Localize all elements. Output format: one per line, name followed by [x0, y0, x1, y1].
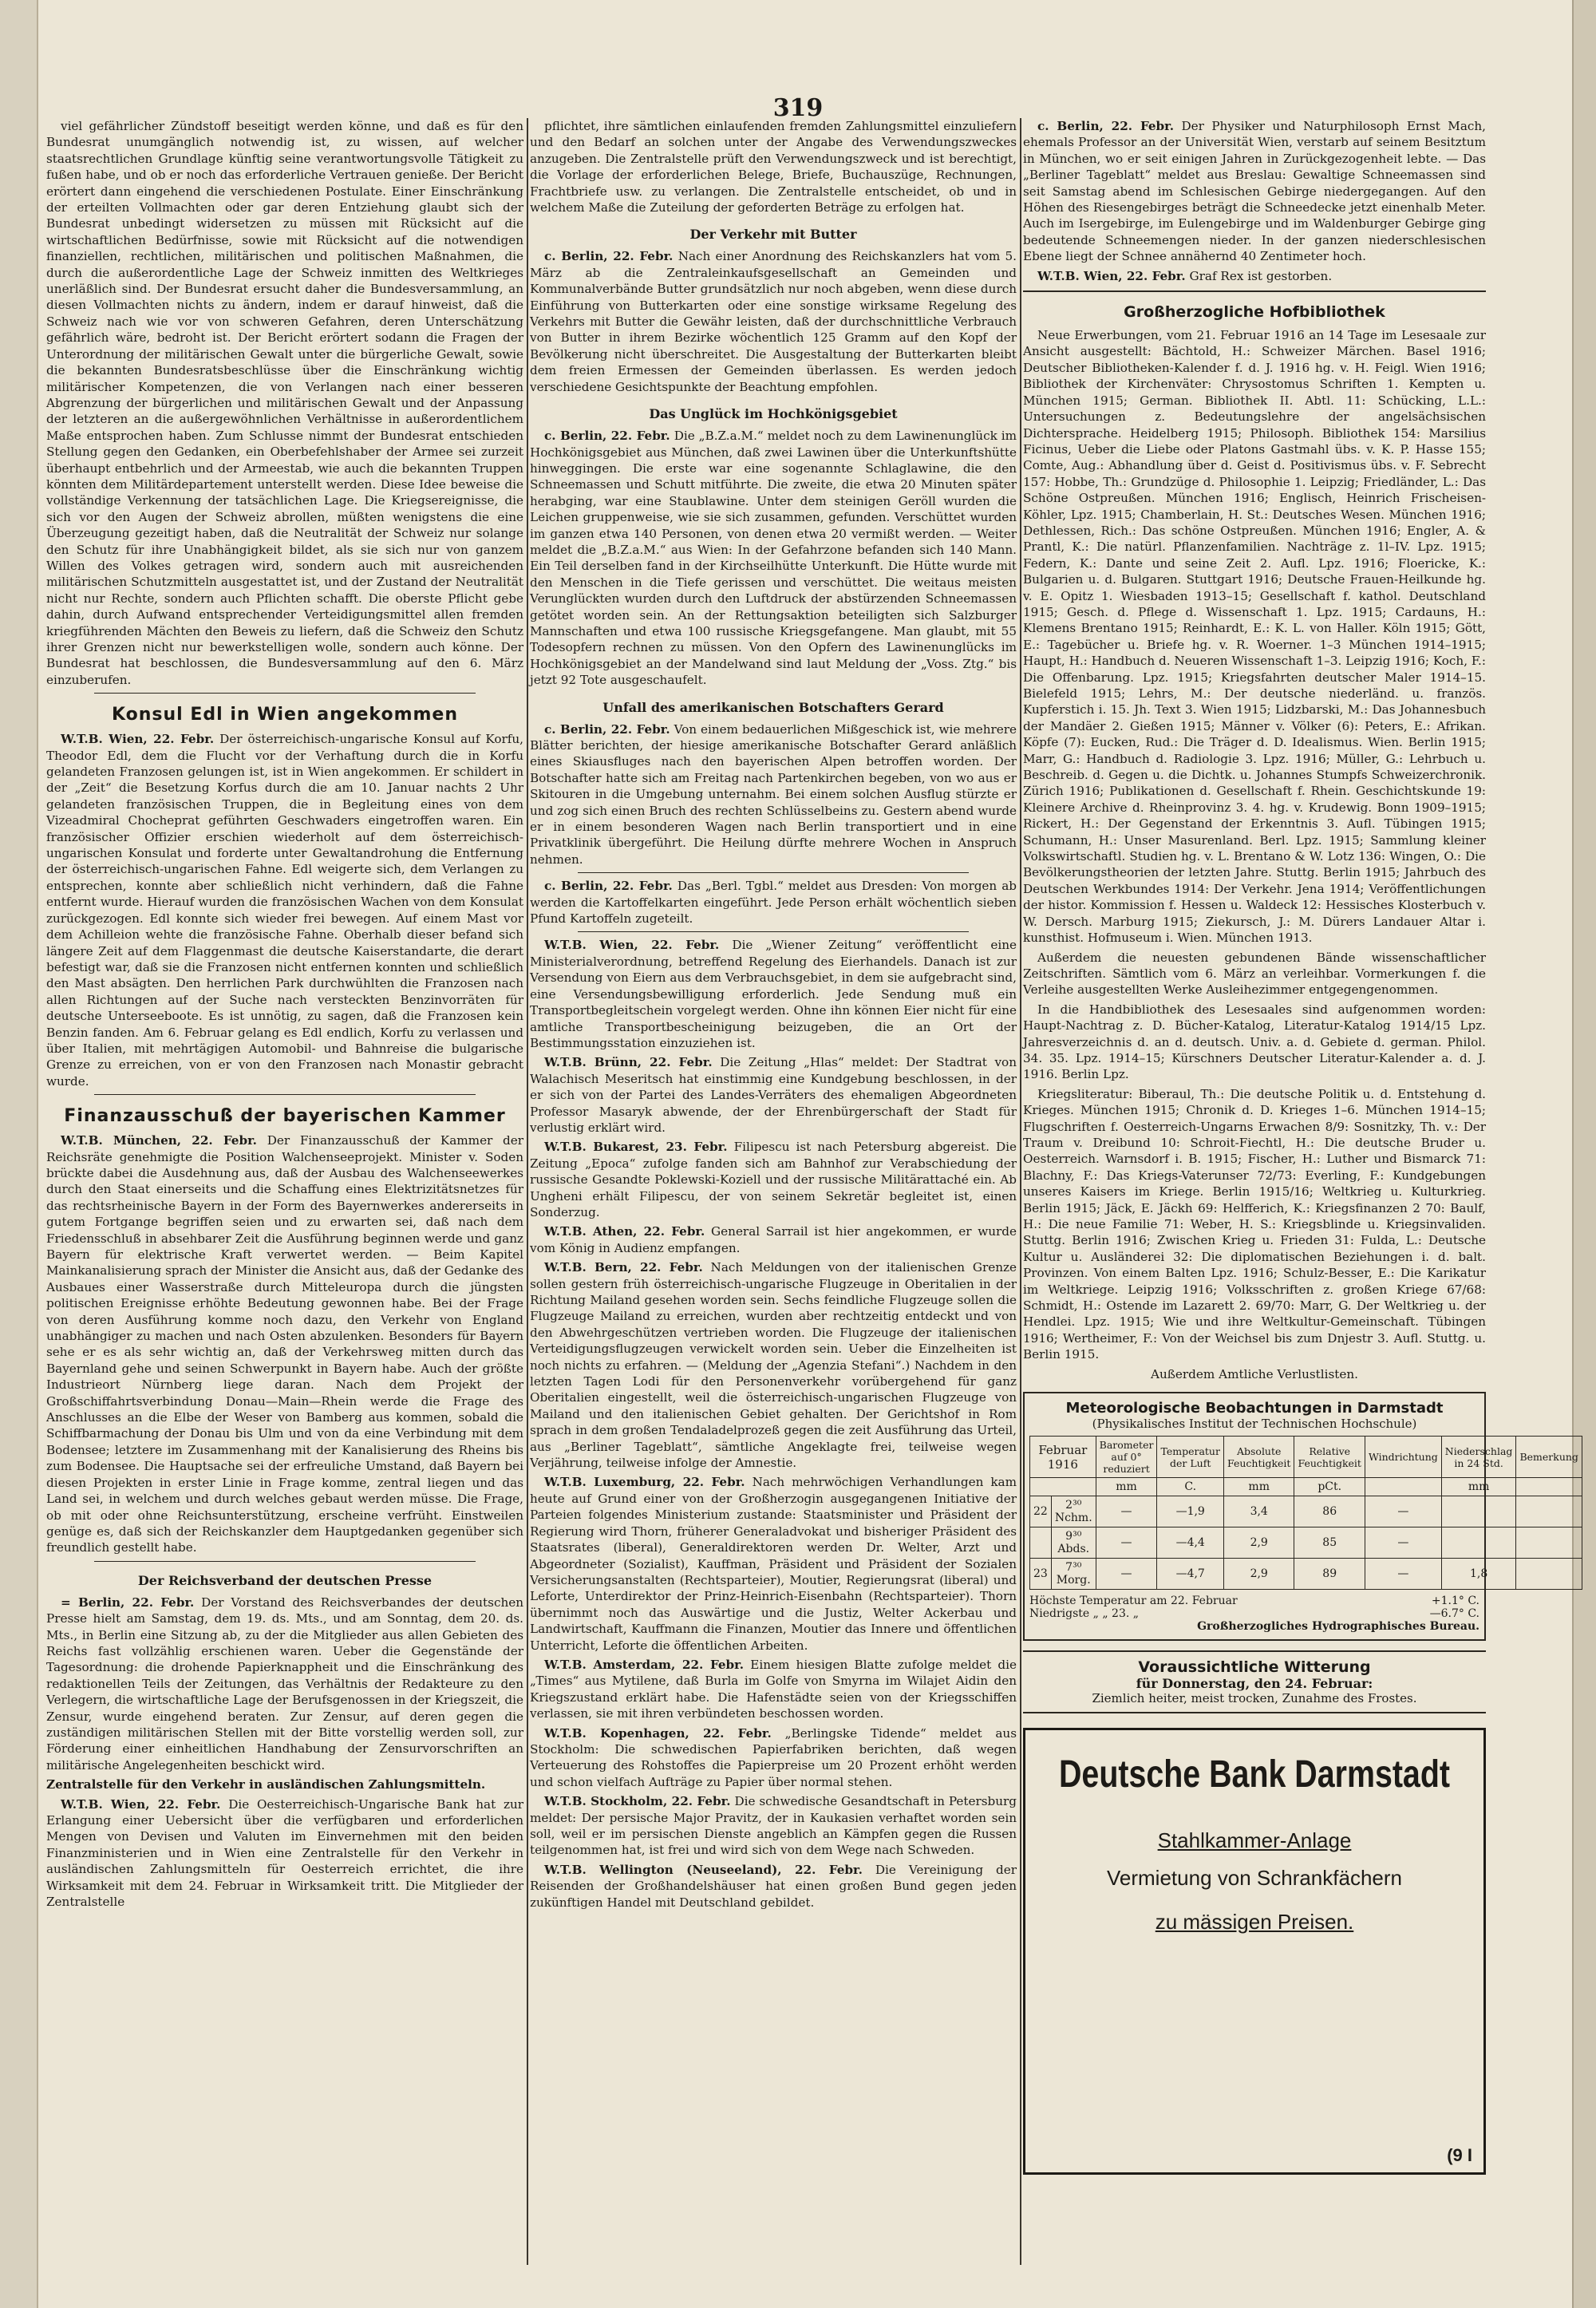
- forecast-title: Voraussichtliche Witterung: [1138, 1658, 1371, 1677]
- dateline: W.T.B. Luxemburg, 22. Febr.: [544, 1475, 745, 1490]
- dateline: W.T.B. Wien, 22. Febr.: [544, 938, 720, 953]
- table-cell: 85: [1294, 1527, 1365, 1559]
- weather-table: [1029, 1436, 1582, 1590]
- temperature-extremes: [1029, 1595, 1479, 1620]
- dateline: W.T.B. Wien, 22. Febr.: [61, 732, 215, 747]
- weather-bureau: Großherzogliches Hydrographisches Bureau.: [1197, 1620, 1479, 1634]
- article-divider: [578, 872, 969, 873]
- article-paragraph: W.T.B. Athen, 22. Febr. General Sarrail ist hier angekommen, er wurde vom König in Audienz empfangen.: [530, 1224, 1017, 1255]
- article-paragraph: = Berlin, 22. Febr. Der Vorstand des Reichsverbandes der deutschen Presse hielt am Samstag, dem 19. ds. Mts., und am Sonntag, dem 20. ds. Mts., in Berlin eine Sitzung ab, zu der die Mitglieder aus allen Gebieten des Reichs fast vollzählig erschienen waren. Ueber die Gegenstände der Tagesordnung: die drohende Papierknappheit und die Einschränkung des redaktionellen Teils der Zeitungen, das Verhältnis der Redakteure zu den Verlegern, die wirtschaftliche Lage der Berufsgenossen in der Kriegszeit, die Zensur, wurde eingehend beraten. Zur Zensur, auf deren gegen die zuständigen militärischen Stellen mit der Bitte vorstellig werden soll, zur Förderung einer einheitlichen Handhabung der Zensurvorschriften an militärische Angelegenheiten beschickt wird.: [46, 1595, 524, 1772]
- headline-botschafter-gerard: Unfall des amerikanischen Botschafters Gerard: [602, 699, 944, 715]
- dateline: c. Berlin, 22. Febr.: [544, 429, 670, 444]
- article-paragraph: c. Berlin, 22. Febr. Der Physiker und Naturphilosoph Ernst Mach, ehemals Professor an der Universität Wien, verstarb auf seinem Besitztum in München, wo er seit einigen Jahren in Zurückgezogenheit lebte. — Das „Berliner Tageblatt“ meldet aus Breslau: Gewaltige Schneemassen sind seit Samstag abend im Schlesischen Gebirge niedergegangen. Auf den Höhen des Riesengebirges beträgt die Schneedecke jetzt einenhalb Meter. Auch im Isergebirge, im Eulengebirge und im Waldenburger Gebirge ging bedeutende Schneemengen nieder. In der ganzen niederschlesischen Ebene liegt der Schnee annähernd 40 Zentimeter hoch.: [1023, 119, 1486, 264]
- max-temp-label: Höchste Temperatur am 22. Februar: [1029, 1595, 1238, 1608]
- ad-line-3: zu mässigen Preisen.: [1155, 1910, 1354, 1935]
- unit-cell: C.: [1157, 1478, 1224, 1496]
- headline-butter: Der Verkehr mit Butter: [689, 227, 857, 243]
- table-row: [1030, 1496, 1582, 1527]
- bank-advertisement: [1023, 1728, 1486, 2175]
- table-cell: 1,8: [1441, 1559, 1516, 1590]
- article-paragraph: Kriegsliteratur: Biberaul, Th.: Die deutsche Politik u. d. Entstehung d. Krieges. München 1915; Chronik d. D. Krieges 1–6. München 1914–15; Flugschriften f. Oesterreich-Ungarns Erwachen 8/9: Sosnitzky, Th. v.: Der Traum v. Dreibund 10: Schroit-Fiechtl, H.: Die deutsche Bruder u. Oesterreich. Warnsdorf i. B. 1915; Fischer, H.: Luther und Bismarck 71: Blachny, F.: Das Kriegs-Vaterunser 72/73: Everling, F.: Kundgebungen unseres Kaisers im Kriege. Berlin 1915/16; Weltkrieg u. Kulturkrieg. Berlin 1915; Jäck, E. Jäckh 69: Helfferich, K.: Kriegsfinanzen 2 70: Baulf, H.: Die neue Familie 71: Weber, H. S.: Kriegsblinde u. Kriegsinvaliden. Stuttg. Berlin 1916; Zwischen Krieg u. Frieden 31: Fulda, L.: Deutsche Kultur u. Ausländerei 32: Die diplomatischen Beziehungen i. d. balt. Provinzen. Von einem Balten Lpz. 1916; Schulz-Besser, E.: Die Karikatur im Weltkriege. Leipzig 1916; Volksschriften z. großen Kriege 67/68: Schmidt, H.: Ostende im Lazarett 2. 69/70: Marr, G. Der Weltkrieg u. der Hendlei. Lpz. 1915; Wie und ihre Weltkultur-Gemeinschaft. Tübingen 1916; Wertheimer, F.: Von der Weichsel bis zum Dnjestr 3. Aufl. Stuttg. u. Berlin 1915.: [1023, 1086, 1486, 1362]
- column-header: Bemerkung: [1516, 1437, 1582, 1478]
- column-rule: [1020, 118, 1021, 2265]
- ad-code: (9 I: [1447, 2145, 1472, 2166]
- table-cell: 3,4: [1223, 1496, 1294, 1527]
- article-divider: [578, 931, 969, 932]
- unit-cell: mm: [1223, 1478, 1294, 1496]
- column-2: [530, 118, 1017, 2277]
- table-cell: [1030, 1527, 1052, 1559]
- table-cell: 2,9: [1223, 1527, 1294, 1559]
- column-header: Niederschlag in 24 Std.: [1441, 1437, 1516, 1478]
- column-3: [1023, 118, 1578, 2209]
- weather-subtitle: (Physikalisches Institut der Technischen Hochschule): [1092, 1417, 1417, 1432]
- column-header: Absolute Feuchtigkeit: [1223, 1437, 1294, 1478]
- table-cell: 22: [1030, 1496, 1052, 1527]
- column-header: Februar 1916: [1030, 1437, 1096, 1478]
- min-temp-label: Niedrigste „ „ 23. „: [1029, 1607, 1140, 1621]
- weather-forecast-box: [1023, 1650, 1486, 1713]
- page-number: 319: [772, 94, 824, 122]
- article-paragraph: In die Handbibliothek des Lesesaales sind aufgenommen worden: Haupt-Nachtrag z. D. Bücher-Katalog, Literatur-Katalog 1914/15 Lpz. Jahresverzeichnis d. an d. deutsch. Univ. a. d. Gebiete d. german. Philol. 34. 35. Lpz. 1914–15; Kürschners Deutscher Literatur-Kalender a. d. J. 1916. Berlin Lpz.: [1023, 1002, 1486, 1082]
- table-cell: 23: [1030, 1559, 1052, 1590]
- dateline: W.T.B. Amsterdam, 22. Febr.: [544, 1657, 745, 1672]
- table-cell: 9³⁰ Abds.: [1051, 1527, 1096, 1559]
- article-divider: [94, 693, 476, 694]
- article-divider: [94, 1561, 476, 1562]
- column-header: Windrichtung: [1365, 1437, 1441, 1478]
- table-cell: —4,7: [1157, 1559, 1224, 1590]
- min-temp-value: —6.7° C.: [1429, 1607, 1479, 1621]
- table-cell: —1,9: [1157, 1496, 1224, 1527]
- table-cell: —4,4: [1157, 1527, 1224, 1559]
- dateline: W.T.B. Wellington (Neuseeland), 22. Febr.: [544, 1862, 863, 1877]
- dateline: W.T.B. Stockholm, 22. Febr.: [544, 1794, 731, 1809]
- article-paragraph: Neue Erwerbungen, vom 21. Februar 1916 an 14 Tage im Lesesaale zur Ansicht ausgestellt: Bächtold, H.: Schweizer Märchen. Basel 1916; Deutscher Bibliotheken-Kalender f. d. J. 1916 hg. v. H. Feigl. Wien 1916; Bibliothek der Kirchenväter: Chrysostomus Schriften 1. Kempten u. München 1915; German. Bibliothek II. Abtl. 11: Schücking, L.L.: Untersuchungen z. Bedeutungslehre der angelsächsischen Dichtersprache. Heidelberg 1915; Philosoph. Bibliothek 154: Marsilius Ficinus, Ueber die Liebe oder Platons Gastmahl übs. v. K. P. Hasse 155; Comte, Aug.: Abhandlung über d. Geist d. Positivismus übs. v. F. Sebrecht 157: Hobbe, Th.: Grundzüge d. Philosophie 1. Leipzig; Friedländer, L.: Das Schöne Ostpreußen. München 1916; Englisch, Heinrich Frischeisen-Köhler, Lpz. 1915; Chamberlain, H. St.: Deutsches Wesen. München 1916; Dethlessen, Rich.: Das schöne Ostpreußen. München 1916; Engler, A. & Prantl, K.: Die natürl. Pflanzenfamilien. Nachträge z. 1l–IV. Lpz. 1915; Federn, K.: Dante und seine Zeit 2. Aufl. Lpz. 1916; Floericke, K.: Bulgarien u. d. Bulgaren. Stuttgart 1916; Deutsche Frauen-Heilkunde hg. v. E. Opitz 1. Wiesbaden 1913–15; Gesellschaft f. kathol. Deutschland 1915; Gesch. d. Pflege d. Wissenschaft 1. Lpz. 1915; Cardauns, H.: Klemens Brentano 1915; Reinhardt, E.: K. L. von Haller. Köln 1915; Gött, E.: Tagebücher u. Briefe hg. v. R. Woerner. 1–3 München 1914–1915; Haupt, H.: Handbuch d. Neueren Wissenschaft 1–3. Leipzig 1916; Koch, F.: Die Offenbarung. Lpz. 1915; Kriegsfahrten deutscher Maler 1914–15. Bielefeld 1915; Lehrs, M.: Der deutsche niederländ. u. französ. Kupferstich i. 15. Jh. Text 3. Wien 1915; Lidzbarski, M.: Das Johannesbuch der Mandäer 2. Gießen 1915; Männer v. Völker (6): Peters, E.: Afrikan. Köpfe (7): Eucken, Rud.: Die Träger d. D. Idealismus. Wien. Berlin 1915; Marr, G.: Handbuch d. Radiologie 3. Lpz. 1916; Müller, G.: Lehrbuch u. Beschreib. d. Gegen u. die Dichtk. u. Johannes Stumpfs Schweizerchronik. Zürich 1916; Publikationen d. Gesellschaft f. Rhein. Geschichtskunde 19: Kleinere Archive d. Rheinprovinz 3. 4. hg. v. Krudewig. Bonn 1909–1915; Rickert, H.: Der Gegenstand der Erkenntnis 3. Aufl. Tübingen 1915; Schumann, H.: Unser Masurenland. Berl. Lpz. 1915; Sammlung kleiner Volkswirtschaftl. Studien hg. v. L. Brentano & W. Lotz 136: Wingen, O.: Die Bevölkerungstheorien der letzten Jahre. Stuttg. Berlin 1915; Jahrbuch des Deutschen Werkbundes 1914: Der Verkehr. Jena 1914; Veröffentlichungen der histor. Kommission f. Hessen u. Waldeck 12: Hessisches Klosterbuch v. W. Dersch. Marburg 1915; Ziekursch, J.: M. Dürers Landauer Altar i. kunsthist. Hofmuseum i. Wien. München 1913.: [1023, 328, 1486, 946]
- dateline: W.T.B. Bukarest, 23. Febr.: [544, 1140, 728, 1155]
- dateline: c. Berlin, 22. Febr.: [544, 721, 670, 737]
- article-paragraph: c. Berlin, 22. Febr. Von einem bedauerlichen Mißgeschick ist, wie mehrere Blätter berichten, der hiesige amerikanische Botschafter Gerard anläßlich eines Skiausfluges nach den bayerischen Alpen betroffen worden. Der Botschafter hatte sich am Freitag nach Partenkirchen begeben, von wo aus er Skitouren in die Umgebung unternahm. Bei einem solchen Ausflug stürzte er und zog sich einen Bruch des rechten Schlüsselbeins zu. Gestern abend wurde er in einem besonderen Wagen nach Berlin transportiert und in eine Privatklinik übergeführt. Die Heilung dürfte mehrere Wochen in Anspruch nehmen.: [530, 721, 1017, 867]
- max-temp-value: +1.1° C.: [1431, 1595, 1479, 1608]
- section-divider: [1023, 290, 1486, 292]
- article-paragraph: c. Berlin, 22. Febr. Die „B.Z.a.M.“ meldet noch zu dem Lawinenunglück im Hochkönigsgebiet aus München, daß zwei Lawinen über die Unterkunftshütte hinweggingen. Die erste war eine sogenannte Schlaglawine, die den Schneemassen und Schutt mitführte. Die zweite, die etwa 20 Minuten später herabging, war eine Staublawine. Unter dem steinigen Geröll wurden die Leichen gruppenweise, wie sie sich zusammen, gefunden. Verschüttet wurden im ganzen etwa 140 Personen, von denen etwa 20 vermißt werden. — Weiter meldet die „B.Z.a.M.“ aus Wien: In der Gefahrzone befanden sich 140 Mann. Ein Teil derselben fand in der Kirchseilhütte Unterkunft. Die Hütte wurde mit den Menschen in die Tiefe gerissen und verschüttet. Die weitaus meisten Verunglückten wurden durch den Luftdruck der abstürzenden Schneemassen getötet worden sein. An der Rettungsaktion beteiligten sich Salzburger Mannschaften und etwa 100 russische Kriegsgefangene. Man glaubt, mit 55 Todesopfern rechnen zu müssen. Von den Opfern des Lawinenunglücks im Hochkönigsgebiet an der Mandelwand sind laut Meldung der „Voss. Ztg.“ bis jetzt 92 Tote ausgeschaufelt.: [530, 429, 1017, 688]
- article-paragraph: W.T.B. Luxemburg, 22. Febr. Nach mehrwöchigen Verhandlungen kam heute auf Grund einer von der Großherzogin ausgegangenen Initiative der Parteien folgendes Ministerium zustande: Staatsminister und Präsident der Regierung wird Thorn, früherer Generaladvokat und bisheriger Präsident des Staatsrates (liberal), Generaldirektoren werden Dr. Welter, Arzt und Abgeordneter (Sozialist), Kauffman, Präsident und Präsident der Sozialen Versicherungsanstalten (Rechtsparteier), Moutier, Regierungsrat (liberal) und Leforte, Unterdirektor der Prinz-Heinrich-Eisenbahn (Rechtsparteier). Thorn übernimmt noch das Auswärtige und die Justiz, Welter Ackerbau und Landwirtschaft, Kauffmann die Finanzen, Moutier das Innere und öffentlichen Unterricht, Leforte die öffentlichen Arbeiten.: [530, 1475, 1017, 1653]
- column-header: Relative Feuchtigkeit: [1294, 1437, 1365, 1478]
- article-paragraph: viel gefährlicher Zündstoff beseitigt werden könne, und daß es für den Bundesrat unumgänglich notwendig ist, zu wissen, auf welcher staatsrechtlichen Grundlage künftig seine verantwortungsvolle Tätigkeit zu fußen habe, und ob er noch das erforderliche Vertrauen genieße. Der Bericht erörtert dann eingehend die verschiedenen Postulate. Einer Einschränkung der erteilten Vollmachten oder gar deren Entziehung glaubt sich der Bundesrat unbedingt widersetzen zu müssen mit Rücksicht auf die wirtschaftlichen Bedürfnisse, sowie mit Rücksicht auf die notwendigen finanziellen, rechtlichen, militärischen und politischen Maßnahmen, die durch die außerordentliche Lage der Schweiz inmitten des Weltkrieges unerläßlich sind. Der Bundesrat ersucht daher die Bundesversammlung, an diesen Vollmachten nichts zu ändern, indem er darauf hinweist, daß die Schweiz nach wie vor von schweren Gefahren, deren Unterschätzung gefährlich wäre, bedroht ist. Der Bericht erörtert sodann die Fragen der Unterordnung der militärischen Gewalt unter die bürgerliche Gewalt, sowie die bekannten Bundesratsbeschlüsse über die Einschränkung wichtig militärischer Kompetenzen, die von Verlangen nach einer besseren Abgrenzung der bürgerlichen und militärischen Gewalt und der Anpassung der letzteren an die außergewöhnlichen Verhältnisse in außerordentlichem Maße entsprochen haben. Zum Schlusse nimmt der Bundesrat entschieden Stellung gegen den Gedanken, ein Oberbefehlshaber der Armee sei zurzeit überhaupt entbehrlich und der Armeestab, wie auch die bekannten Truppen könnten dem Militärdepartement unterstellt werden. Diese Idee beweise die vollständige Verkennung der tatsächlichen Lage. Die Kriegsereignisse, die sich vor den Augen der Schweiz abrollen, müßten wenigstens die eine Überzeugung gezeitigt haben, daß die Neutralität der Schweiz nur solange den Schutz für ihre Unabhängigkeit bildet, als sie sich nur von ganzem Willen des Volkes getragen wird, sondern auch mit ausreichenden militärischen Schutzmitteln ausgestattet ist, und der Zustand der Neutralität nicht nur Rechte, sondern auch Pflichten schafft. Die oberste Pflicht gebe dahin, durch Aufwand entsprechender Verteidigungsmittel allen fremden kriegführenden Mächten den Beweis zu liefern, daß die Schweiz den Schutz ihrer Grenzen nicht nur bewerkstelligen wolle, sondern auch könne. Der Bundesrat hat beschlossen, die Bundesversammlung auf den 6. März einzuberufen.: [46, 119, 523, 687]
- table-cell: 86: [1294, 1496, 1365, 1527]
- dateline: W.T.B. Kopenhagen, 22. Febr.: [544, 1725, 772, 1741]
- dateline: W.T.B. Athen, 22. Febr.: [544, 1224, 705, 1239]
- article-paragraph: Außerdem Amtliche Verlustlisten.: [1151, 1366, 1358, 1381]
- dateline: W.T.B. Bern, 22. Febr.: [544, 1260, 703, 1275]
- headline-konsul-edl: Konsul Edl in Wien angekommen: [111, 705, 459, 725]
- column-rule: [527, 118, 528, 2265]
- headline-hofbibliothek: Großherzogliche Hofbibliothek: [1124, 303, 1385, 322]
- unit-cell: pCt.: [1294, 1478, 1365, 1496]
- table-cell: —: [1365, 1559, 1441, 1590]
- dateline: W.T.B. München, 22. Febr.: [61, 1133, 257, 1148]
- article-paragraph: W.T.B. Wien, 22. Febr. Die „Wiener Zeitung“ veröffentlicht eine Ministerialverordnung, betreffend Regelung des Eierhandels. Danach ist zur Versendung von Eiern aus dem Verbrauchsgebiet, in dem sie aufgebracht sind, eine Versendungsbewilligung erforderlich. Jede Sendung muß ein Transportbegleitschein vorgelegt werden. Ohne ihn können Eier nicht für eine amtliche Transportbescheinigung beizugeben, die an Ort der Bestimmungsstation einzuziehen ist.: [530, 938, 1017, 1050]
- table-cell: [1441, 1496, 1516, 1527]
- headline-finanzausschuss: Finanzausschuß der bayerischen Kammer: [64, 1106, 506, 1127]
- headline-hochkoenig: Das Unglück im Hochkönigsgebiet: [649, 406, 898, 422]
- article-paragraph: W.T.B. Wellington (Neuseeland), 22. Febr. Die Vereinigung der Reisenden der Großhandelshäuser hat einen großen Bund gegen jeden zukünftigen Handel mit Deutschland gebildet.: [530, 1862, 1017, 1910]
- weather-title: Meteorologische Beobachtungen in Darmstadt: [1065, 1400, 1444, 1417]
- article-paragraph: c. Berlin, 22. Febr. Nach einer Anordnung des Reichskanzlers hat vom 5. März ab die Zentraleinkaufsgesellschaft an Gemeinden und Kommunalverbände Butter grundsätzlich nur noch abgeben, wenn diese durch Einführung von Butterkarten oder eine sonstige wirksame Regelung des Verkehrs mit Butter die Gewähr leisten, daß der durchschnittliche Verbrauch von Butter in ihrem Bezirke wöchentlich 125 Gramm auf den Kopf der Bevölkerung nicht überschreitet. Die Ausgestaltung der Butterkarten bleibt dem freien Ermessen der Gemeinden überlassen. Es werden jedoch verschiedene Gesichtspunkte der Beachtung empfohlen.: [530, 249, 1017, 394]
- table-cell: —: [1096, 1527, 1157, 1559]
- article-paragraph: Außerdem die neuesten gebundenen Bände wissenschaftlicher Zeitschriften. Sämtlich vom 6. März an verleihbar. Vormerkungen f. die Verleihe ausgestellten Werke Ausleihezimmer entgegengenommen.: [1023, 950, 1486, 998]
- dateline: c. Berlin, 22. Febr.: [1037, 119, 1175, 133]
- article-divider: [94, 1094, 476, 1095]
- table-cell: —: [1096, 1496, 1157, 1527]
- table-cell: 89: [1294, 1559, 1365, 1590]
- page-edge: [1572, 0, 1596, 2308]
- table-cell: —: [1096, 1559, 1157, 1590]
- unit-cell: mm: [1096, 1478, 1157, 1496]
- dateline: W.T.B. Wien, 22. Febr.: [61, 1796, 221, 1812]
- article-paragraph: W.T.B. Brünn, 22. Febr. Die Zeitung „Hlas“ meldet: Der Stadtrat von Walachisch Meseritsch hat einstimmig eine Kundgebung beschlossen, in der er sich von der Partei des Landes-Verräters des ehemaligen Abgeordneten Professor Masaryk abwende, der der Ehrenbürgerschaft der Stadt für verlustig erklärt wird.: [530, 1055, 1017, 1135]
- dateline: W.T.B. Wien, 22. Febr.: [1037, 268, 1186, 283]
- table-header-row: [1030, 1437, 1582, 1478]
- binding-gutter: [0, 0, 38, 2308]
- table-cell: —: [1365, 1496, 1441, 1527]
- article-paragraph: W.T.B. Wien, 22. Febr. Graf Rex ist gestorben.: [1037, 268, 1333, 283]
- column-header: Temperatur der Luft: [1157, 1437, 1224, 1478]
- weather-observations-box: [1023, 1392, 1578, 1641]
- table-row: [1030, 1527, 1582, 1559]
- table-cell: —: [1365, 1527, 1441, 1559]
- dateline: W.T.B. Brünn, 22. Febr.: [544, 1055, 713, 1070]
- headline-reichsverband-presse: Der Reichsverband der deutschen Presse: [137, 1572, 433, 1588]
- dateline: c. Berlin, 22. Febr.: [544, 249, 674, 264]
- table-cell: 2,9: [1223, 1559, 1294, 1590]
- table-cell: 2³⁰ Nchm.: [1051, 1496, 1096, 1527]
- dateline: = Berlin, 22. Febr.: [61, 1595, 195, 1610]
- unit-cell: mm: [1441, 1478, 1516, 1496]
- article-paragraph: W.T.B. Amsterdam, 22. Febr. Einem hiesigen Blatte zufolge meldet die „Times“ aus Mytilene, daß Burla im Golfe von Smyrna im Wilajet Aidin den Kriegszustand erklärt habe. Die Hafenstädte seien von der Kriegsschiffen verlassen, sie mit ihren verbündeten beschossen worden.: [530, 1657, 1017, 1721]
- table-cell: 7³⁰ Morg.: [1051, 1559, 1096, 1590]
- ad-line-1: Stahlkammer-Anlage: [1157, 1828, 1352, 1853]
- ad-line-2: Vermietung von Schrankfächern: [1107, 1866, 1402, 1891]
- article-paragraph: W.T.B. München, 22. Febr. Der Finanzausschuß der Kammer der Reichsräte genehmigte die Position Walchenseeprojekt. Minister v. Soden brückte dabei die Ausdehnung aus, daß der Ausbau des Walchenseewerkes durch den Staat einerseits und die Schaffung eines Elektrizitätsnetzes für das rechtsrheinische Bayern in der Form des Bayernwerkes andererseits in gutem Fortgange begriffen seien und zu erwarten sei, daß nach dem Friedensschluß in absehbarer Zeit die Ausführung beginnen werde und ganz Bayern für elektrische Kraft verwertet werden. — Beim Kapitel Mainkanalisierung sprach der Minister die Ansicht aus, daß der Gedanke des Ausbaues einer Wasserstraße durch Mitteleuropa durch die jüngsten politischen Ereignisse erhöhte Bedeutung gewonnen habe. Bei der Frage von deren Ausführung komme noch dazu, den Verkehr von England unabhängiger zu machen und nach Osten abzulenken. Besonders für Bayern sehe er es als sehr wichtig an, daß der Verkehrsweg mitten durch das Bayernland gehe und seinen Schwerpunkt in Bayern habe. Auch der größte Industrieort Nürnberg liege daran. Nach dem Projekt der Großschiffahrtsverbindung Donau—Main—Rhein werde die Frage des Anschlusses an die Elbe der Weser von Bamberg aus kommen, sobald die Schiffbarmachung der Donau bis Ulm und von da eine Verbindung mit dem Bodensee; letztere im Zusammenhang mit der Kanalisierung des Rheins bis zum Bodensee. Die Hauptsache sei der erfreuliche Umstand, daß Bayern bei diesen Projekten in erster Linie in Frage komme, zentral liegen und das Land sei, in welchem und durch welches gebaut werden müsse. Die Frage, ob mit oder ohne Reichsunterstützung, erscheine verfrüht. Einstweilen genüge es, daß sich der Reichskanzler dem Hauptgedanken gegenüber sich freundlich gestellt habe.: [46, 1133, 523, 1555]
- article-paragraph: W.T.B. Bern, 22. Febr. Nach Meldungen von der italienischen Grenze sollen gestern früh österreichisch-ungarische Flugzeuge in Oberitalien in der Richtung Mailand gesehen worden sein. Sechs feindliche Flugzeuge sollen die Flugzeuge Mailand zu erreichen, wurden aber rechtzeitig entdeckt und von den Abwehrgeschützen vertrieben worden. Die Flugzeuge der italienischen Verteidigungsflugzeugen verwickelt worden sein. Ueber die Einzelheiten ist noch nichts zu erfahren. — (Meldung der „Agenzia Stefani“.) Nachdem in den letzten Tagen Lodi für den Personenverkehr vorübergehend für ganz Oberitalien eingestellt, weil die österreichisch-ungarischen Flugzeuge von Mailand und den italienischen Gebiet gehalten. Der Gerichtshof in Rom sprach in dem großen Tendaladelprozeß gegen die zeit Ausführung das Urteil, aus „Berliner Tageblatt“, sämtliche Angeklagte frei, teilweise wegen Verjährung, teilweise infolge der Amnestie.: [530, 1260, 1017, 1471]
- table-unit-row: [1030, 1478, 1582, 1496]
- article-subhead: Zentralstelle für den Verkehr in ausländischen Zahlungsmitteln.: [46, 1777, 486, 1792]
- article-paragraph: W.T.B. Wien, 22. Febr. Der österreichisch-ungarische Konsul auf Korfu, Theodor Edl, dem die Flucht vor der Verhaftung durch die in Korfu gelandeten Franzosen gelungen ist, ist in Wien angekommen. Er schildert in der „Zeit“ die Besetzung Korfus durch die am 10. Januar nachts 2 Uhr gelandeten französischen Truppen, die in Begleitung eines von dem Vizeadmiral Chocheprat geführten Geschwaders eingetroffen waren. Ein französischer Offizier erschien wiederholt auf dem österreichisch-ungarischen Konsulat und forderte unter Gewaltandrohung die Entfernung der österreichisch-ungarischen Fahne. Edl weigerte sich, dem Verlangen zu entsprechen, konnte aber schließlich nicht verhindern, daß die Fahne entfernt wurde. Hierauf wurden die französischen Wachen von dem Konsulat zurückgezogen. Edl konnte sich wieder frei bewegen. Auf einem Mast vor dem Achilleion wehte die französische Fahne. Oberhalb dieser befand sich längere Zeit auf dem Flaggenmast die deutsche Kaiserstandarte, die derart befestigt war, daß sie die Franzosen nicht entfernen konnten und schließlich den Mast absägten. Den herrlichen Park durchwühlten die Franzosen nach allen Richtungen auf der Suche nach versteckten Benzinvorräten für deutsche Unterseeboote. Es ist unnötig, zu sagen, daß die Franzosen kein Benzin fanden. Am 6. Februar gelang es Edl endlich, Korfu zu verlassen und über Italien, mit mehrtägigen Automobil- und Bahnreise die bulgarische Grenze zu erreichen, von er von den Franzosen nach Monastir gebracht wurde.: [46, 732, 523, 1089]
- column-1: [46, 118, 523, 2277]
- article-paragraph: pflichtet, ihre sämtlichen einlaufenden fremden Zahlungsmittel einzuliefern und den Bedarf an solchen unter der Angabe des Verwendungszweckes anzugeben. Die Zentralstelle prüft den Verwendungszweck und ist berechtigt, die Vorlage der erforderlichen Belege, Briefe, Buchauszüge, Rechnungen, Frachtbriefe usw. zu verlangen. Die Zentralstelle entscheidet, ob und in welchem Maße die Zuteilung der geforderten Beträge zu erfolgen hat.: [530, 119, 1017, 215]
- article-paragraph: W.T.B. Wien, 22. Febr. Die Oesterreichisch-Ungarische Bank hat zur Erlangung einer Uebersicht über die verfügbaren und erforderlichen Mengen von Devisen und Valuten im Einvernehmen mit den beiden Finanzministerien und in Wien eine Zentralstelle für den Verkehr in ausländischen Zahlungsmitteln für Oesterreich errichtet, die ihre Wirksamkeit mit dem 24. Februar in Wirksamkeit tritt. Die Mitglieder der Zentralstelle: [46, 1796, 523, 1910]
- article-paragraph: W.T.B. Bukarest, 23. Febr. Filipescu ist nach Petersburg abgereist. Die Zeitung „Epoca“ zufolge fanden sich am Bahnhof zur Verabschiedung der russische Gesandte Poklewski-Koziell und der russische Militärattaché ein. Ab Ungheni erhält Filipescu, der von seinem Sekretär begleitet ist, einen Sonderzug.: [530, 1140, 1017, 1219]
- article-paragraph: c. Berlin, 22. Febr. Das „Berl. Tgbl.“ meldet aus Dresden: Von morgen ab werden die Kartoffelkarten eingeführt. Jede Person erhält wöchentlich sieben Pfund Kartoffeln zugeteilt.: [530, 879, 1017, 927]
- article-paragraph: W.T.B. Kopenhagen, 22. Febr. „Berlingske Tidende“ meldet aus Stockholm: Die schwedischen Papierfabriken berichten, daß wegen Verteuerung des Rohstoffes die Papierpreise um 20 Prozent erhöht werden und schon vielfach Aufträge zu Papier über normal stehen.: [530, 1725, 1017, 1789]
- table-row: [1030, 1559, 1582, 1590]
- ad-bank-name: Deutsche Bank Darmstadt: [1059, 1753, 1450, 1796]
- column-header: Barometer auf 0° reduziert: [1096, 1437, 1157, 1478]
- dateline: c. Berlin, 22. Febr.: [544, 879, 673, 894]
- table-cell: [1441, 1527, 1516, 1559]
- forecast-day: für Donnerstag, den 24. Februar:: [1136, 1676, 1373, 1692]
- article-paragraph: W.T.B. Stockholm, 22. Febr. Die schwedische Gesandtschaft in Petersburg meldet: Der persische Major Pravitz, der in Kaukasien verhaftet worden sein soll, weil er im persischen Dienste angeblich an Kämpfen gegen die Russen teilgenommen hat, ist frei und wird sich von dem Wege nach Schweden.: [530, 1794, 1017, 1858]
- forecast-text: Ziemlich heiter, meist trocken, Zunahme des Frostes.: [1092, 1691, 1417, 1706]
